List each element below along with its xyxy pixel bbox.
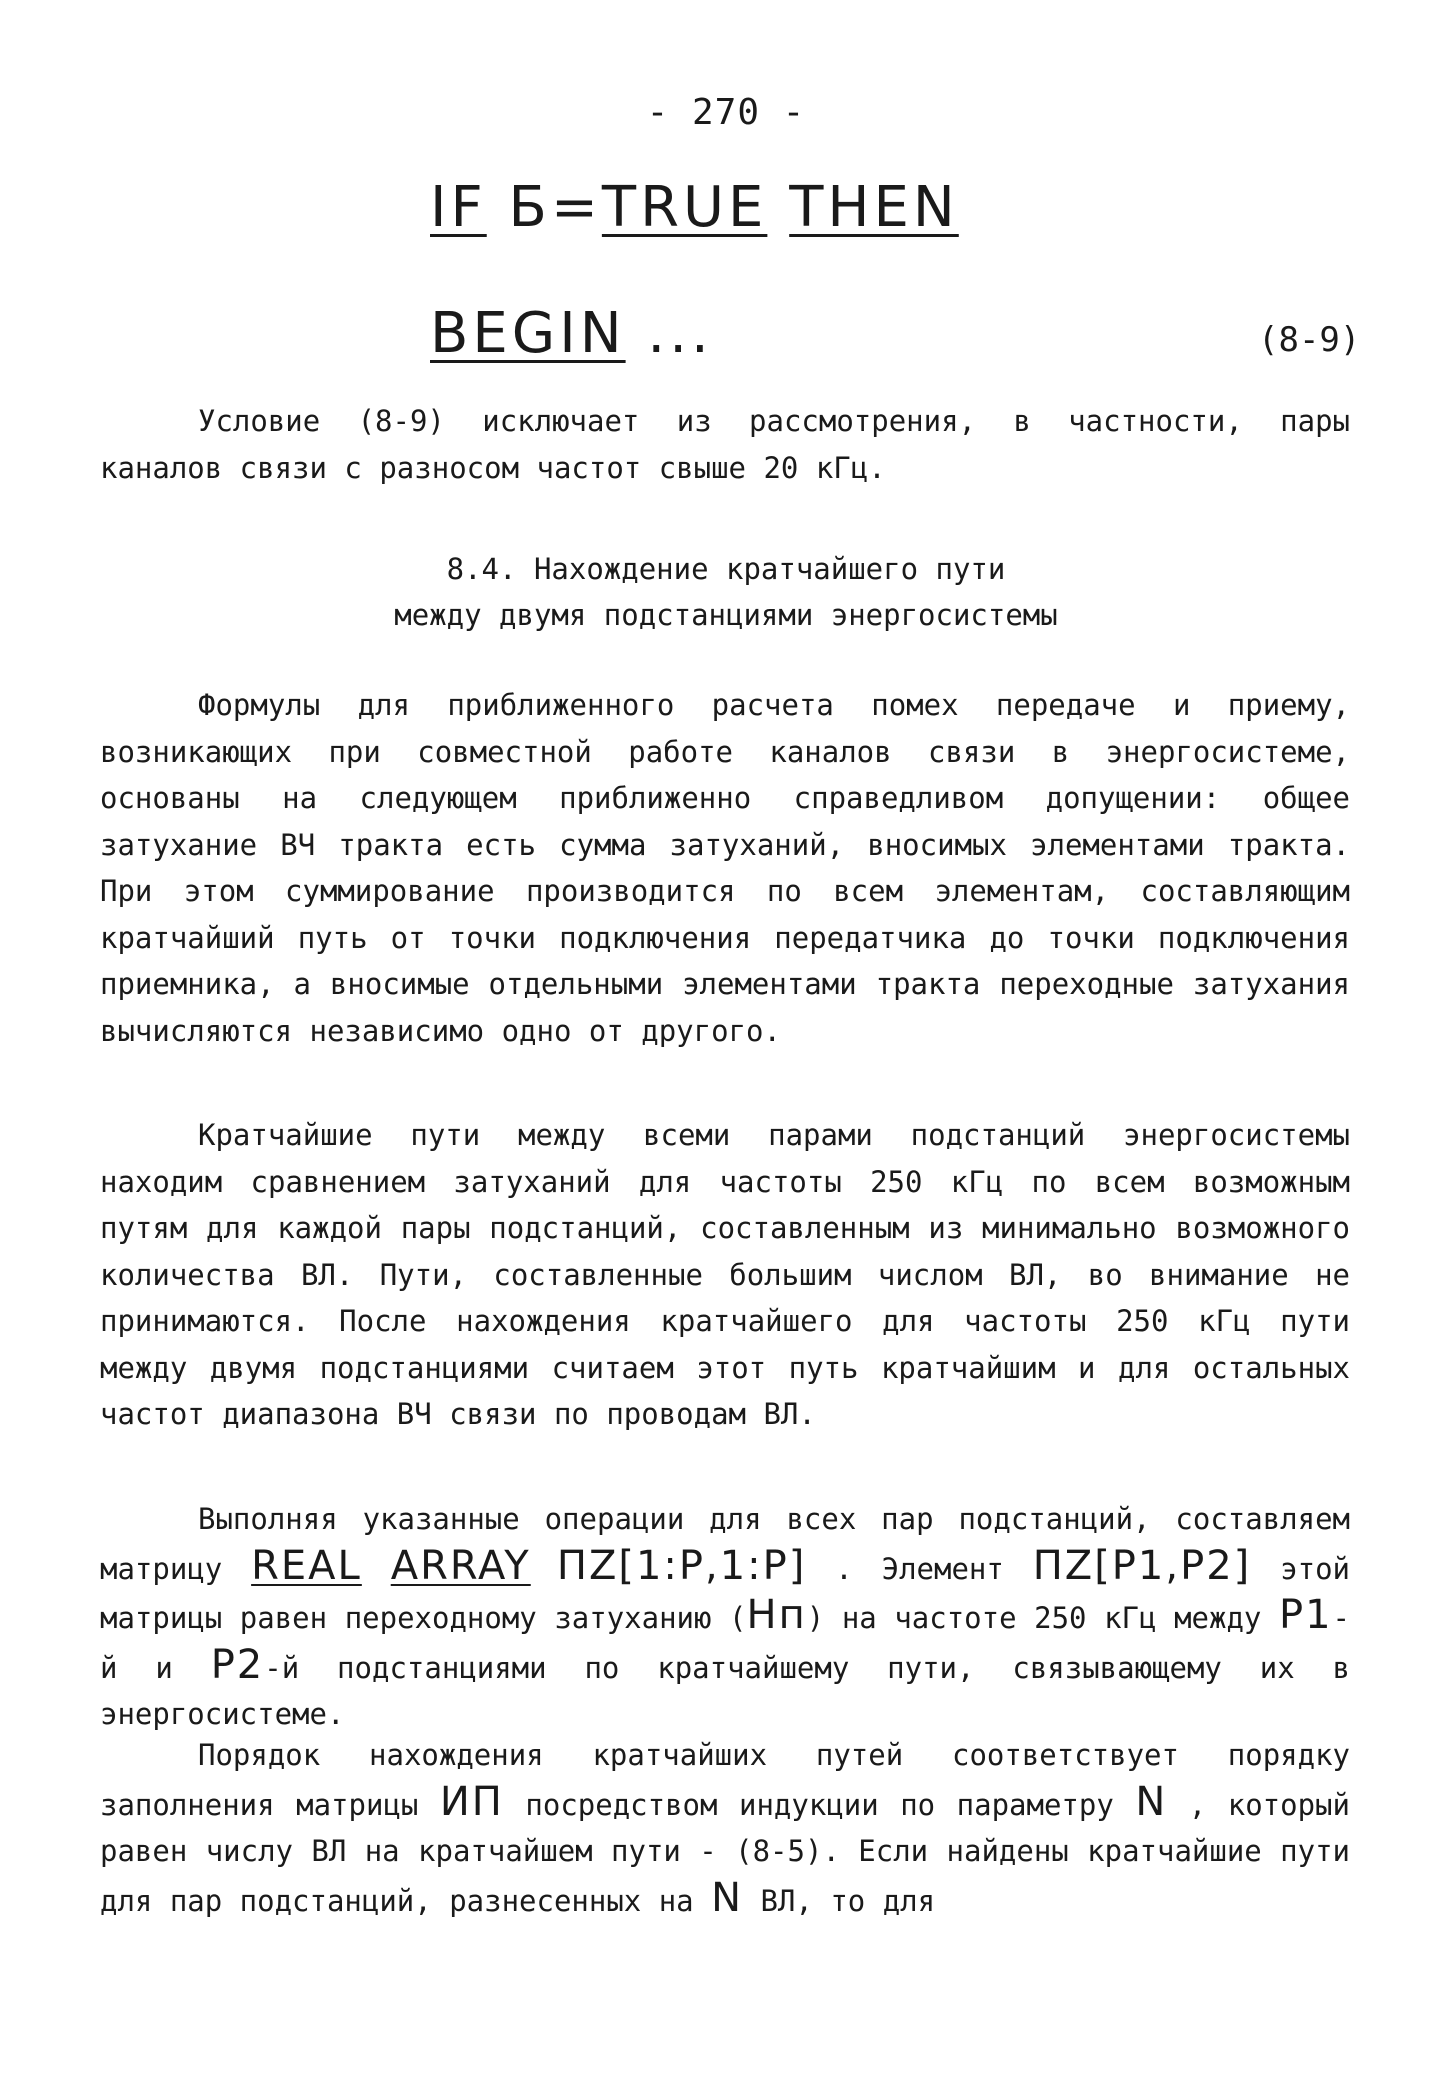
condition-text: Б= — [486, 175, 602, 240]
paragraph-order: Порядок нахождения кратчайших путей соответствует порядку заполнения матрицы ИП посредством индукции по параметру N , который равен числу ВЛ на кратчайшем пути - (8-5). Если найдены кратчайшие пути для пар подстанций, разнесенных на N ВЛ, то для — [100, 1738, 1350, 1921]
keyword-then: THEN — [789, 175, 959, 240]
code-line-if — [430, 175, 959, 240]
paragraph-formulas: Формулы для приближенного расчета помех передаче и приему, возникающих при совместной работе каналов связи в энергосистеме, основаны на следующем приближенно справедливом допущении: общее затухание ВЧ тракта есть сумма затуханий, вносимых элементами тракта. При этом суммирование производится по всем элементам, составляющим кратчайший путь от точки подключения передатчика до точки подключения приемника, а вносимые отдельными элементами тракта переходные затухания вычисляются независимо одно от другого. — [100, 688, 1350, 1048]
keyword-if: IF — [430, 175, 487, 240]
variable-p2: Р2 — [210, 1641, 265, 1688]
keyword-true: TRUE — [601, 175, 768, 240]
page-number: - 270 - — [646, 92, 806, 133]
keyword-real: REAL — [251, 1542, 362, 1589]
section-heading-line-2: между двумя подстанциями энергосистемы — [394, 598, 1058, 632]
paragraph-intro: Условие (8-9) исключает из рассмотрения, в частности, пары каналов связи с разносом частот свыше 20 кГц. — [100, 404, 1350, 485]
paragraph-matrix: Выполняя указанные операции для всех пар подстанций, составляем матрицу REAL ARRAY ПZ[1:P,1:P] . Элемент ПZ[Р1,Р2] этой матрицы равен переходному затуханию (Нп) на частоте 250 кГц между Р1-й и Р2-й подстанциями по кратчайшему пути, связывающему их в энергосистеме. — [100, 1502, 1351, 1731]
array-declaration: ПZ[1:P,1:P] — [530, 1542, 807, 1589]
variable-p1: Р1 — [1278, 1592, 1333, 1638]
symbol-hn: Нп — [746, 1592, 807, 1638]
section-heading-line-1: 8.4. Нахождение кратчайшего пути — [446, 552, 1006, 586]
parameter-n-second: N — [711, 1874, 744, 1921]
ellipsis-text: ... — [625, 301, 713, 366]
parameter-n: N — [1135, 1778, 1168, 1825]
paragraph-shortest-paths: Кратчайшие пути между всеми парами подстанций энергосистемы находим сравнением затуханий для частоты 250 кГц по всем возможным путям для каждой пары подстанций, составленным из минимально возможного количества ВЛ. Пути, составленные большим числом ВЛ, во внимание не принимаются. После нахождения кратчайшего для частоты 250 кГц пути между двумя подстанциями считаем этот путь кратчайшим и для остальных частот диапазона ВЧ связи по проводам ВЛ. — [100, 1118, 1350, 1431]
keyword-array: ARRAY — [390, 1542, 531, 1589]
matrix-ip: ИП — [439, 1778, 504, 1825]
code-line-begin — [430, 301, 713, 366]
keyword-begin: BEGIN — [430, 301, 626, 366]
matrix-element: ПZ[Р1,Р2] — [1032, 1542, 1252, 1589]
equation-number: (8-9) — [1258, 320, 1361, 360]
